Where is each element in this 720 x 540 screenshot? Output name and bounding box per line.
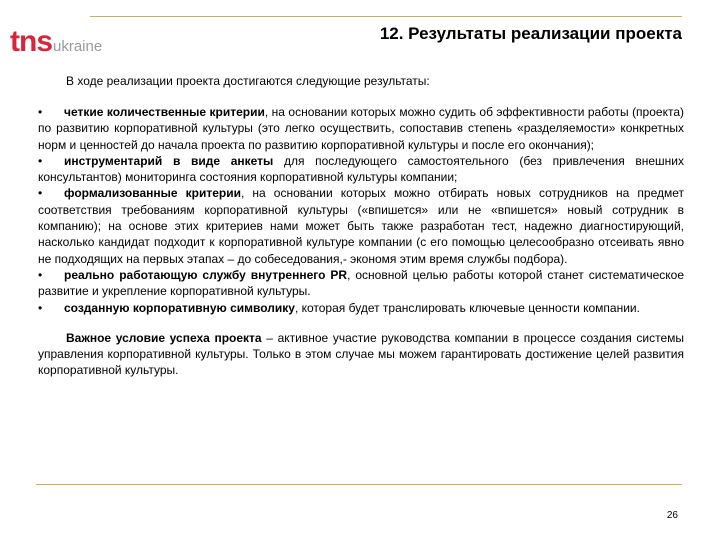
svg-text:ukraine: ukraine [53, 38, 103, 55]
bullet-icon: • [38, 300, 43, 315]
footer-rule [36, 484, 682, 485]
tns-ukraine-logo [10, 8, 103, 68]
results-body [38, 104, 684, 379]
svg-text:tns: tns [10, 25, 52, 58]
list-item: • формализованные критерии, на основании которых можно отбирать новых сотрудников на предмет соответствия требованиям корпоративной культуры («впишется» или не «впишется» новый сотрудник в компанию); на основе этих критериев нами может быть также разработан тест, надежно диагностирующий, насколько кандидат подходит к корпоративной культуре компании (с его помощью целесообразно отсеивать явно не подходящих на первых этапах – до собеседования,- экономя этим время службы подбора). [38, 186, 684, 266]
list-item: • четкие количественные критерии, на основании которых можно судить об эффективности работы (проекта) по развитию корпоративной культуры (это легко осуществить, сопоставив степень «разделяемости» конкретных норм и ценностей до начала проекта по развитию корпоративной культуры и после его окончания); [38, 105, 684, 152]
intro-text: В ходе реализации проекта достигаются следующие результаты: [66, 74, 430, 88]
conclusion-paragraph: Важное условие успеха проекта – активное участие руководства компании в процессе создания системы управления корпоративной культуры. Только в этом случае мы можем гарантировать достижение целей развития корпоративной культуры. [38, 330, 684, 378]
bullet-icon: • [38, 153, 43, 168]
page-number: 26 [666, 510, 678, 521]
header-rule [90, 16, 682, 17]
list-item: • созданную корпоративную символику, которая будет транслировать ключевые ценности компании. [38, 300, 640, 315]
bullet-icon: • [38, 186, 43, 201]
bullet-icon: • [38, 105, 43, 119]
page-title: 12. Результаты реализации проекта [379, 24, 682, 43]
bullet-icon: • [38, 267, 43, 282]
list-item: • инструментарий в виде анкеты для последующего самостоятельного (без привлечения внешних консультантов) мониторинга состояния корпоративной культуры компании; [38, 153, 684, 185]
list-item: • реально работающую службу внутреннего PR, основной целью работы которой станет систематическое развитие и укрепление корпоративной культуры. [38, 267, 684, 299]
